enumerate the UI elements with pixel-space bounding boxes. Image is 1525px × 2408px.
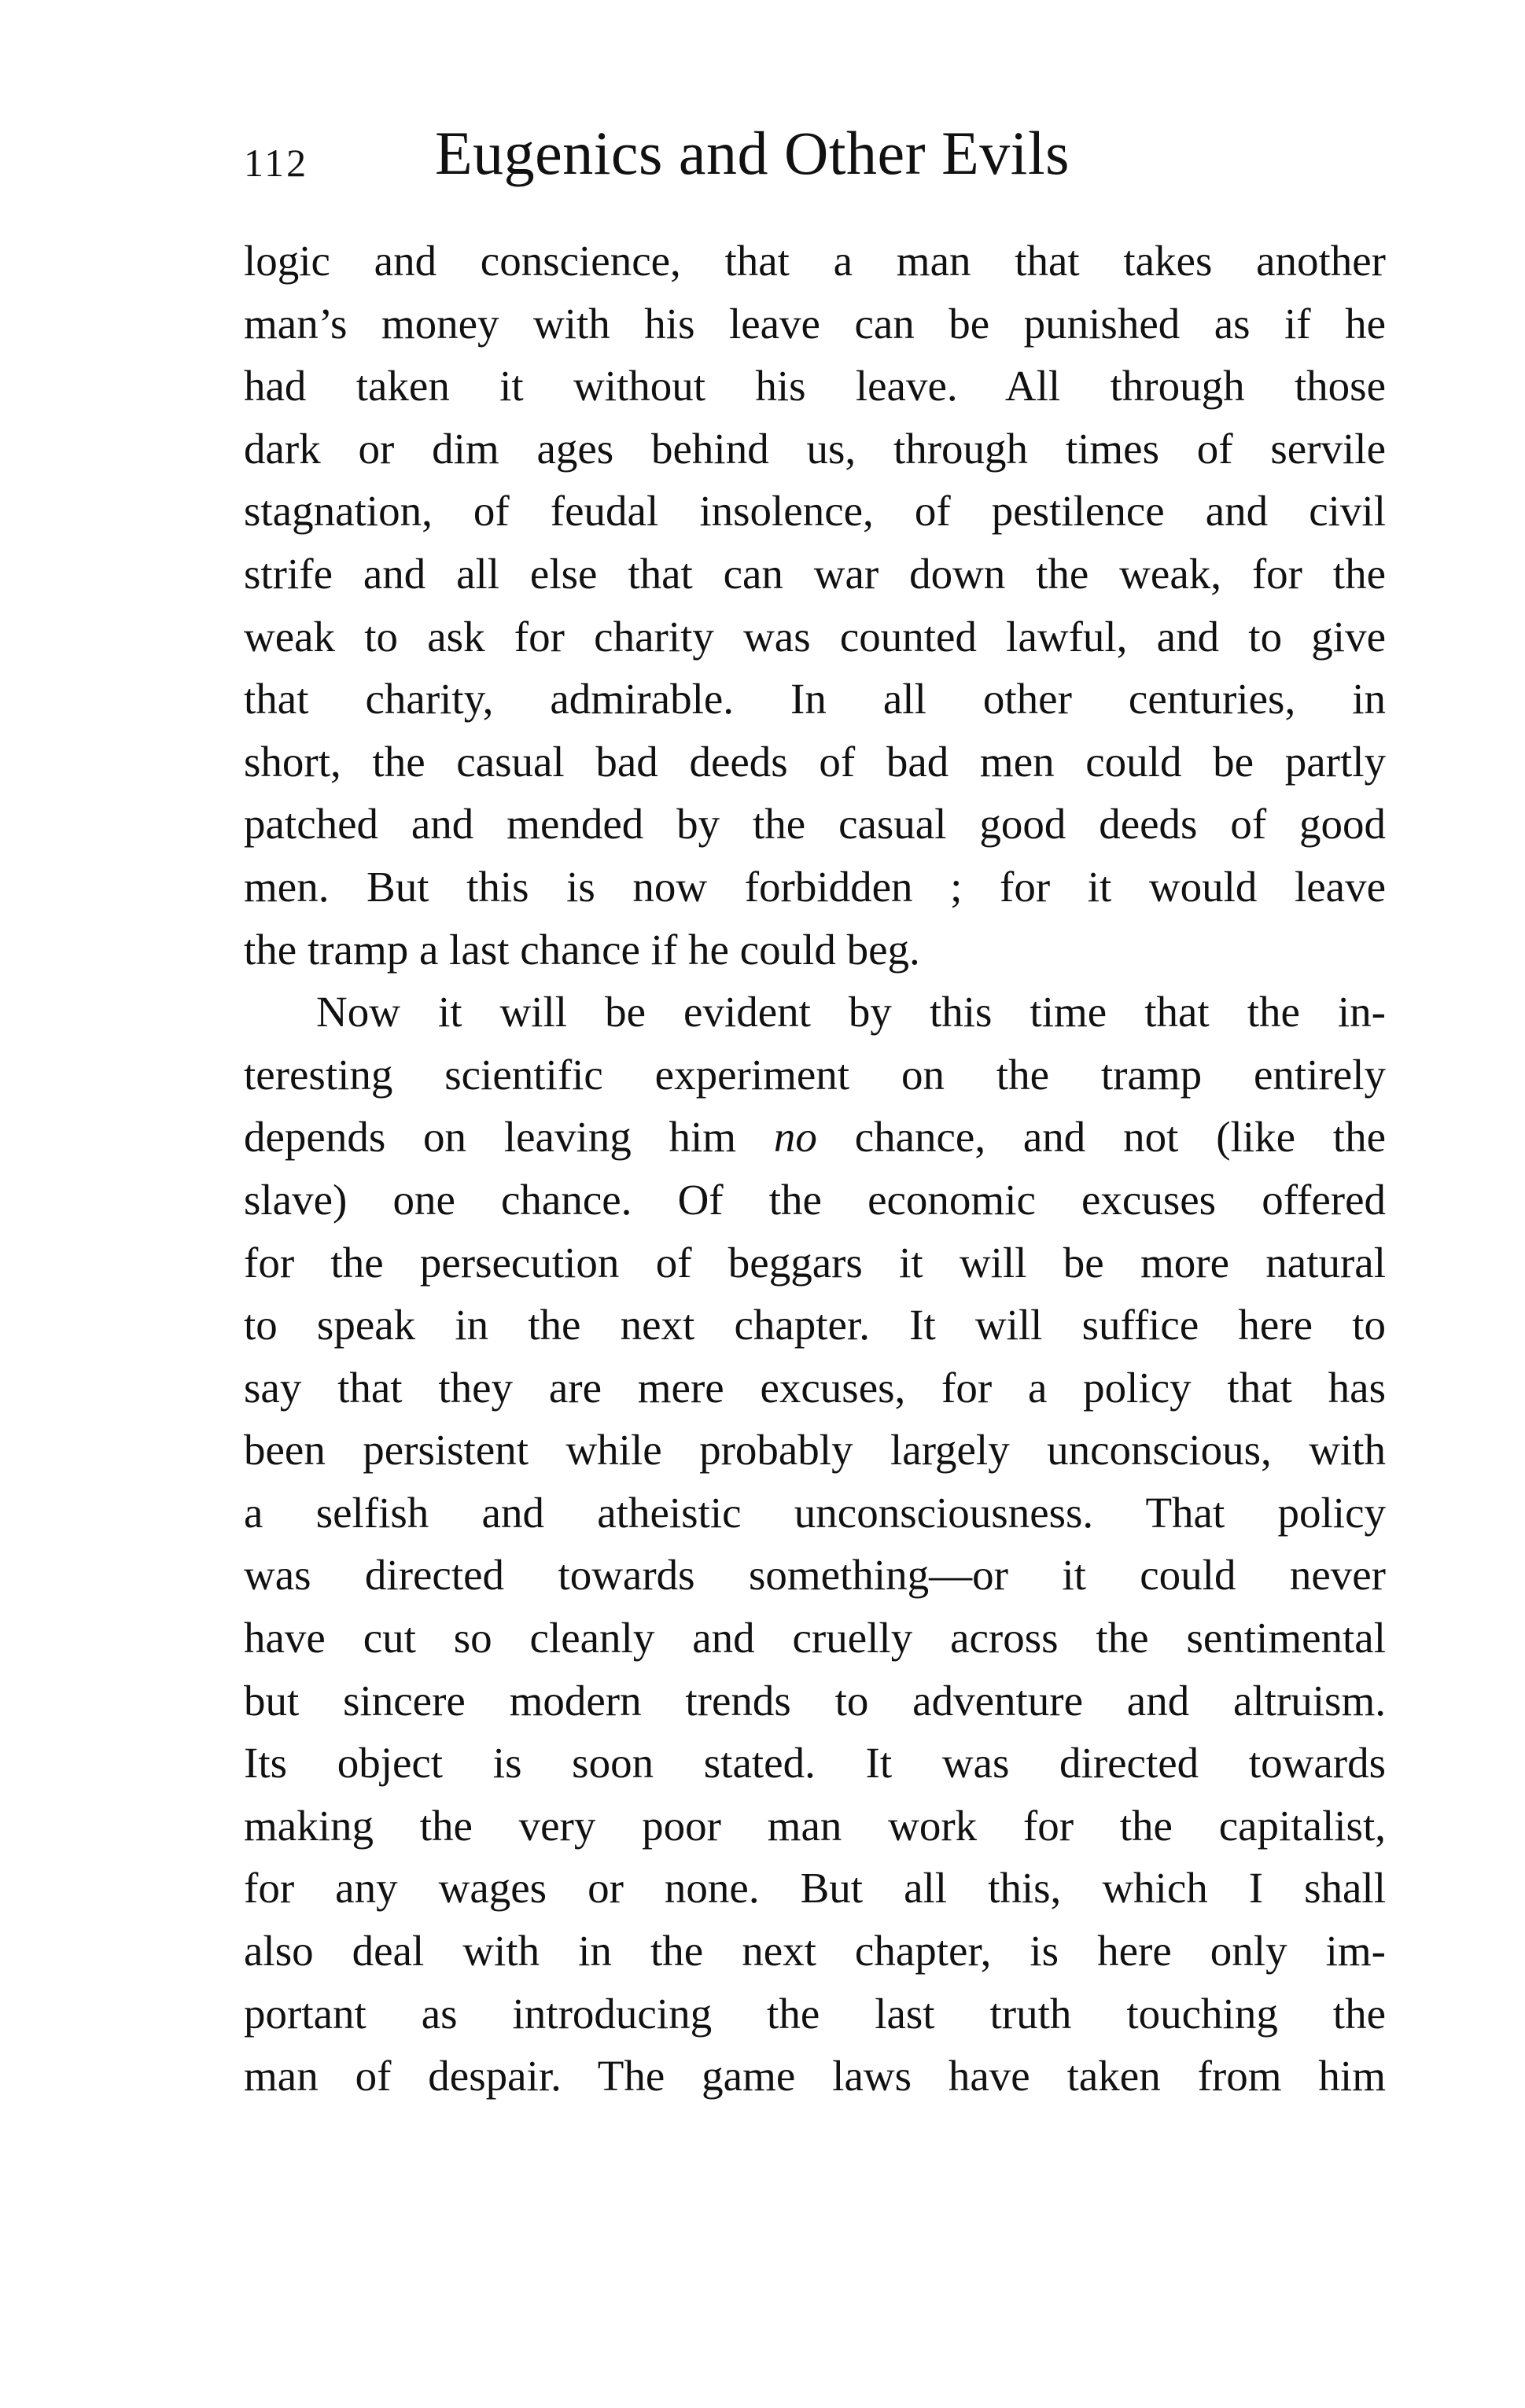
text-line: [244, 480, 1386, 543]
text-span: stagnation, of feudal insolence, of pestilence and civil: [244, 487, 1386, 536]
text-span: teresting scientific experiment on the tramp entirely: [244, 1050, 1386, 1099]
text-span: making the very poor man work for the capitalist,: [244, 1801, 1386, 1850]
text-line: [244, 919, 1386, 981]
text-span: chance, and not (like the: [816, 1113, 1386, 1162]
text-span: depends on leaving him: [244, 1113, 774, 1162]
text-line: [244, 1795, 1386, 1858]
text-span: but sincere modern trends to adventure and altruism.: [244, 1676, 1386, 1725]
text-line: [244, 1857, 1386, 1920]
text-line: [244, 1294, 1386, 1357]
text-span: patched and mended by the casual good deeds of good: [244, 800, 1386, 849]
text-span: to speak in the next chapter. It will suffice here to: [244, 1301, 1386, 1349]
text-span: the tramp a last chance if he could beg.: [244, 925, 920, 974]
text-line: [244, 543, 1386, 606]
text-span: man’s money with his leave can be punished as if he: [244, 299, 1386, 348]
italic-text: no: [773, 1113, 817, 1162]
text-span: men. But this is now forbidden ; for it would leave: [244, 862, 1386, 911]
running-title: Eugenics and Other Evils: [435, 119, 1070, 187]
text-line: [244, 230, 1386, 293]
text-line: [244, 1169, 1386, 1232]
text-span: that charity, admirable. In all other centuries, in: [244, 675, 1386, 724]
text-line: [244, 1920, 1386, 1983]
page-number: 112: [244, 141, 309, 185]
text-line: [244, 1983, 1386, 2045]
text-span: had taken it without his leave. All through those: [244, 362, 1386, 411]
text-span: man of despair. The game laws have taken from him: [244, 2052, 1386, 2101]
text-line: [244, 355, 1386, 418]
text-line: [244, 293, 1386, 355]
text-line: [244, 668, 1386, 731]
text-line: [244, 1544, 1386, 1607]
text-line: [244, 731, 1386, 793]
text-line: [244, 793, 1386, 856]
text-span: a selfish and atheistic unconsciousness. That policy: [244, 1488, 1386, 1537]
text-line: [244, 981, 1386, 1044]
text-line: [244, 1482, 1386, 1545]
text-line: [244, 606, 1386, 668]
text-span: for any wages or none. But all this, which I shall: [244, 1864, 1386, 1913]
text-span: Its object is soon stated. It was directed towards: [244, 1739, 1386, 1788]
text-span: strife and all else that can war down the weak, for the: [244, 549, 1386, 598]
text-span: Now it will be evident by this time that the in-: [316, 988, 1386, 1036]
text-span: short, the casual bad deeds of bad men could be partly: [244, 737, 1386, 786]
text-span: slave) one chance. Of the economic excuses offered: [244, 1175, 1386, 1224]
paragraph: [244, 981, 1386, 2108]
text-line: [244, 418, 1386, 480]
text-line: [244, 1357, 1386, 1419]
paragraph: [244, 230, 1386, 981]
text-line: [244, 856, 1386, 919]
text-line: [244, 1106, 1386, 1169]
text-line: [244, 1232, 1386, 1294]
text-span: logic and conscience, that a man that takes another: [244, 237, 1386, 285]
text-span: been persistent while probably largely unconscious, with: [244, 1426, 1386, 1475]
text-span: dark or dim ages behind us, through times of servile: [244, 424, 1386, 473]
text-span: say that they are mere excuses, for a policy that has: [244, 1363, 1386, 1412]
text-span: also deal with in the next chapter, is here only im-: [244, 1927, 1386, 1975]
text-span: for the persecution of beggars it will be more natural: [244, 1238, 1386, 1287]
text-line: [244, 1607, 1386, 1670]
running-header: [244, 118, 1386, 197]
text-span: was directed towards something—or it could never: [244, 1551, 1386, 1600]
text-line: [244, 1044, 1386, 1106]
text-span: portant as introducing the last truth touching the: [244, 1989, 1386, 2038]
text-line: [244, 1419, 1386, 1482]
text-line: [244, 2045, 1386, 2108]
text-span: weak to ask for charity was counted lawful, and to give: [244, 612, 1386, 661]
text-line: [244, 1732, 1386, 1795]
text-line: [244, 1670, 1386, 1732]
text-span: have cut so cleanly and cruelly across the sentimental: [244, 1614, 1386, 1662]
body-text: [244, 230, 1386, 2108]
